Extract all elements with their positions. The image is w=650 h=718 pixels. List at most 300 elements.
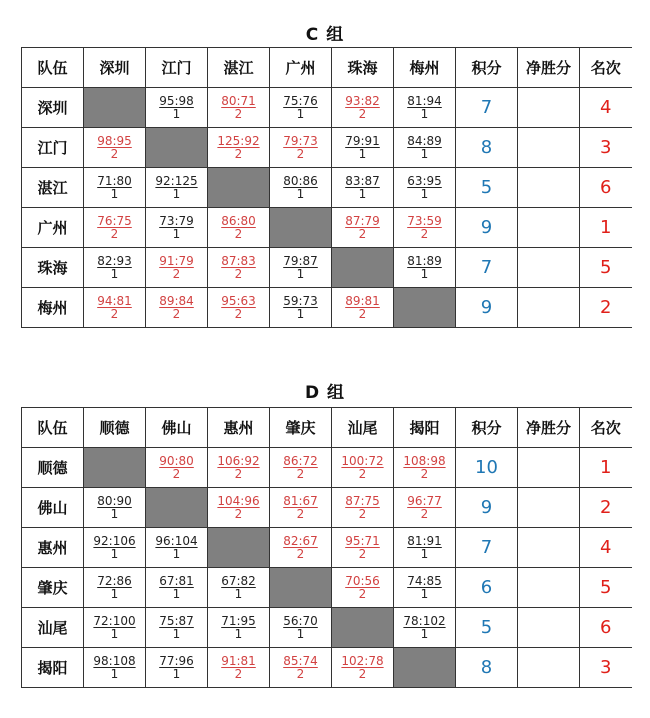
match-result xyxy=(84,135,145,161)
match-result xyxy=(394,215,455,241)
match-result-cell xyxy=(208,608,270,648)
match-points: 2 xyxy=(358,586,367,601)
match-score: 85:74 xyxy=(283,653,318,668)
self-match-cell xyxy=(208,168,270,208)
total-points: 9 xyxy=(456,288,518,328)
net-score xyxy=(518,128,580,168)
match-score: 81:91 xyxy=(407,533,442,548)
total-points: 9 xyxy=(456,208,518,248)
net-score xyxy=(518,168,580,208)
match-result xyxy=(146,615,207,641)
rank: 2 xyxy=(580,488,632,528)
column-header: 积分 xyxy=(456,408,518,448)
match-score: 81:89 xyxy=(407,253,442,268)
match-result-cell xyxy=(270,608,332,648)
match-points: 1 xyxy=(172,666,181,681)
match-score: 82:67 xyxy=(283,533,318,548)
table-row xyxy=(22,648,632,688)
match-points: 1 xyxy=(110,586,119,601)
match-points: 2 xyxy=(358,666,367,681)
match-score: 95:63 xyxy=(221,293,256,308)
match-result xyxy=(270,255,331,281)
match-result-cell xyxy=(208,648,270,688)
match-score: 77:96 xyxy=(159,653,194,668)
match-result xyxy=(270,655,331,681)
total-points: 10 xyxy=(456,448,518,488)
match-score: 73:59 xyxy=(407,213,442,228)
rank: 6 xyxy=(580,608,632,648)
match-result xyxy=(146,655,207,681)
match-score: 79:87 xyxy=(283,253,318,268)
team-name: 汕尾 xyxy=(22,608,84,648)
match-score: 98:95 xyxy=(97,133,132,148)
column-header: 汕尾 xyxy=(332,408,394,448)
match-result-cell xyxy=(332,528,394,568)
match-points: 1 xyxy=(110,666,119,681)
match-points: 1 xyxy=(110,626,119,641)
match-result-cell xyxy=(394,568,456,608)
net-score xyxy=(518,488,580,528)
match-score: 63:95 xyxy=(407,173,442,188)
total-points: 9 xyxy=(456,488,518,528)
self-match-cell xyxy=(146,128,208,168)
match-score: 93:82 xyxy=(345,93,380,108)
match-result-cell xyxy=(332,288,394,328)
match-result-cell xyxy=(84,608,146,648)
match-score: 89:84 xyxy=(159,293,194,308)
match-result xyxy=(146,255,207,281)
match-result xyxy=(146,535,207,561)
match-score: 84:89 xyxy=(407,133,442,148)
match-result xyxy=(332,295,393,321)
match-score: 79:91 xyxy=(345,133,380,148)
match-result-cell xyxy=(146,648,208,688)
match-result xyxy=(208,575,269,601)
match-points: 2 xyxy=(172,466,181,481)
match-result xyxy=(146,455,207,481)
match-score: 108:98 xyxy=(403,453,446,468)
match-result-cell xyxy=(208,488,270,528)
match-result-cell xyxy=(270,648,332,688)
table-row xyxy=(22,608,632,648)
match-score: 95:71 xyxy=(345,533,380,548)
match-points: 2 xyxy=(234,106,243,121)
match-result xyxy=(146,215,207,241)
match-result-cell xyxy=(146,448,208,488)
match-result xyxy=(84,215,145,241)
team-name: 揭阳 xyxy=(22,648,84,688)
total-points: 7 xyxy=(456,528,518,568)
match-points: 1 xyxy=(420,146,429,161)
match-result xyxy=(394,535,455,561)
match-score: 80:90 xyxy=(97,493,132,508)
rank: 5 xyxy=(580,248,632,288)
net-score xyxy=(518,208,580,248)
match-result-cell xyxy=(394,528,456,568)
match-points: 1 xyxy=(420,186,429,201)
match-result xyxy=(394,455,455,481)
table-row xyxy=(22,168,632,208)
match-points: 2 xyxy=(420,226,429,241)
match-points: 1 xyxy=(358,186,367,201)
match-result xyxy=(84,655,145,681)
match-result-cell xyxy=(332,488,394,528)
match-result-cell xyxy=(208,128,270,168)
team-name: 深圳 xyxy=(22,88,84,128)
column-header: 揭阳 xyxy=(394,408,456,448)
column-header: 江门 xyxy=(146,48,208,88)
match-result xyxy=(84,575,145,601)
match-score: 98:108 xyxy=(93,653,136,668)
table-row xyxy=(22,568,632,608)
match-points: 2 xyxy=(358,306,367,321)
match-score: 82:93 xyxy=(97,253,132,268)
match-result-cell xyxy=(332,568,394,608)
match-result-cell xyxy=(84,568,146,608)
match-result xyxy=(208,255,269,281)
rank: 6 xyxy=(580,168,632,208)
match-result-cell xyxy=(394,608,456,648)
match-score: 56:70 xyxy=(283,613,318,628)
match-score: 90:80 xyxy=(159,453,194,468)
match-result-cell xyxy=(394,168,456,208)
match-points: 2 xyxy=(296,546,305,561)
match-score: 94:81 xyxy=(97,293,132,308)
match-score: 104:96 xyxy=(217,493,260,508)
match-result xyxy=(84,535,145,561)
rank: 5 xyxy=(580,568,632,608)
net-score xyxy=(518,568,580,608)
group-c-table xyxy=(21,47,632,328)
group-d-table xyxy=(21,407,632,688)
match-points: 1 xyxy=(172,186,181,201)
net-score xyxy=(518,248,580,288)
match-points: 2 xyxy=(296,506,305,521)
match-score: 59:73 xyxy=(283,293,318,308)
match-score: 75:76 xyxy=(283,93,318,108)
match-result-cell xyxy=(146,168,208,208)
rank: 4 xyxy=(580,528,632,568)
match-result xyxy=(146,295,207,321)
self-match-cell xyxy=(146,488,208,528)
match-result-cell xyxy=(332,208,394,248)
match-points: 2 xyxy=(296,666,305,681)
match-result xyxy=(332,175,393,201)
match-score: 91:81 xyxy=(221,653,256,668)
team-name: 佛山 xyxy=(22,488,84,528)
match-result xyxy=(146,175,207,201)
match-points: 1 xyxy=(296,306,305,321)
match-result-cell xyxy=(208,248,270,288)
match-points: 2 xyxy=(358,226,367,241)
match-score: 92:106 xyxy=(93,533,136,548)
match-score: 78:102 xyxy=(403,613,446,628)
match-result xyxy=(146,95,207,121)
match-points: 2 xyxy=(296,146,305,161)
match-result xyxy=(84,615,145,641)
match-score: 102:78 xyxy=(341,653,384,668)
self-match-cell xyxy=(332,248,394,288)
match-result-cell xyxy=(84,208,146,248)
rank: 4 xyxy=(580,88,632,128)
match-result-cell xyxy=(146,288,208,328)
match-result xyxy=(332,535,393,561)
match-points: 1 xyxy=(172,546,181,561)
match-score: 96:104 xyxy=(155,533,198,548)
match-result xyxy=(84,175,145,201)
match-result xyxy=(208,455,269,481)
match-points: 1 xyxy=(420,626,429,641)
column-header: 顺德 xyxy=(84,408,146,448)
match-points: 1 xyxy=(172,106,181,121)
column-header: 深圳 xyxy=(84,48,146,88)
match-score: 86:72 xyxy=(283,453,318,468)
match-score: 87:75 xyxy=(345,493,380,508)
total-points: 7 xyxy=(456,248,518,288)
match-score: 96:77 xyxy=(407,493,442,508)
match-result xyxy=(394,615,455,641)
match-result-cell xyxy=(146,568,208,608)
match-points: 2 xyxy=(358,466,367,481)
match-result xyxy=(146,575,207,601)
match-result-cell xyxy=(208,88,270,128)
table-row xyxy=(22,88,632,128)
match-result xyxy=(270,95,331,121)
match-result-cell xyxy=(146,608,208,648)
match-result-cell xyxy=(208,448,270,488)
group-c-title: C 组 xyxy=(305,25,345,45)
match-score: 125:92 xyxy=(217,133,260,148)
match-score: 67:81 xyxy=(159,573,194,588)
match-score: 73:79 xyxy=(159,213,194,228)
match-points: 2 xyxy=(234,146,243,161)
match-result-cell xyxy=(270,448,332,488)
match-result-cell xyxy=(332,448,394,488)
match-result xyxy=(332,95,393,121)
match-points: 1 xyxy=(358,146,367,161)
match-points: 1 xyxy=(296,626,305,641)
match-points: 2 xyxy=(110,146,119,161)
self-match-cell xyxy=(270,208,332,248)
column-header: 名次 xyxy=(580,48,632,88)
match-result-cell xyxy=(84,648,146,688)
table-row xyxy=(22,288,632,328)
match-result-cell xyxy=(270,288,332,328)
match-result xyxy=(270,495,331,521)
match-result-cell xyxy=(84,528,146,568)
rank: 3 xyxy=(580,128,632,168)
match-result-cell xyxy=(332,128,394,168)
match-score: 87:79 xyxy=(345,213,380,228)
match-points: 1 xyxy=(420,266,429,281)
match-result xyxy=(394,95,455,121)
match-points: 2 xyxy=(358,106,367,121)
match-result xyxy=(208,655,269,681)
total-points: 5 xyxy=(456,168,518,208)
match-score: 72:100 xyxy=(93,613,136,628)
match-points: 2 xyxy=(420,466,429,481)
match-result-cell xyxy=(270,168,332,208)
match-points: 1 xyxy=(296,106,305,121)
match-result-cell xyxy=(84,488,146,528)
match-result-cell xyxy=(270,488,332,528)
match-score: 72:86 xyxy=(97,573,132,588)
match-score: 80:86 xyxy=(283,173,318,188)
column-header: 净胜分 xyxy=(518,408,580,448)
match-points: 2 xyxy=(234,506,243,521)
column-header: 肇庆 xyxy=(270,408,332,448)
match-result-cell xyxy=(270,88,332,128)
total-points: 8 xyxy=(456,128,518,168)
total-points: 5 xyxy=(456,608,518,648)
match-score: 100:72 xyxy=(341,453,384,468)
match-score: 92:125 xyxy=(155,173,198,188)
table-row xyxy=(22,528,632,568)
match-result xyxy=(270,295,331,321)
match-result xyxy=(270,455,331,481)
match-result xyxy=(208,95,269,121)
match-result xyxy=(208,495,269,521)
match-points: 1 xyxy=(110,266,119,281)
match-points: 2 xyxy=(358,546,367,561)
match-result xyxy=(394,135,455,161)
match-result xyxy=(208,295,269,321)
column-header: 惠州 xyxy=(208,408,270,448)
rank: 3 xyxy=(580,648,632,688)
match-result xyxy=(270,175,331,201)
match-result xyxy=(394,575,455,601)
match-points: 1 xyxy=(420,106,429,121)
match-score: 76:75 xyxy=(97,213,132,228)
net-score xyxy=(518,608,580,648)
net-score xyxy=(518,648,580,688)
match-result xyxy=(394,175,455,201)
self-match-cell xyxy=(394,288,456,328)
net-score xyxy=(518,528,580,568)
self-match-cell xyxy=(332,608,394,648)
team-name: 肇庆 xyxy=(22,568,84,608)
column-header: 湛江 xyxy=(208,48,270,88)
match-result xyxy=(332,495,393,521)
team-name: 顺德 xyxy=(22,448,84,488)
match-points: 2 xyxy=(234,266,243,281)
match-result-cell xyxy=(208,568,270,608)
match-points: 1 xyxy=(296,266,305,281)
match-points: 1 xyxy=(110,506,119,521)
match-result-cell xyxy=(84,248,146,288)
match-result xyxy=(332,135,393,161)
match-result-cell xyxy=(146,208,208,248)
match-result-cell xyxy=(394,488,456,528)
rank: 2 xyxy=(580,288,632,328)
net-score xyxy=(518,88,580,128)
match-result-cell xyxy=(394,88,456,128)
match-score: 71:80 xyxy=(97,173,132,188)
total-points: 8 xyxy=(456,648,518,688)
match-points: 1 xyxy=(420,546,429,561)
column-header: 积分 xyxy=(456,48,518,88)
match-score: 87:83 xyxy=(221,253,256,268)
match-result-cell xyxy=(208,288,270,328)
net-score xyxy=(518,288,580,328)
table-row xyxy=(22,448,632,488)
table-row xyxy=(22,208,632,248)
rank: 1 xyxy=(580,208,632,248)
team-name: 梅州 xyxy=(22,288,84,328)
match-points: 2 xyxy=(234,306,243,321)
match-result xyxy=(208,215,269,241)
match-score: 71:95 xyxy=(221,613,256,628)
match-points: 2 xyxy=(234,666,243,681)
net-score xyxy=(518,448,580,488)
self-match-cell xyxy=(84,88,146,128)
match-result xyxy=(332,575,393,601)
team-name: 惠州 xyxy=(22,528,84,568)
match-result-cell xyxy=(84,168,146,208)
match-result xyxy=(270,615,331,641)
column-header: 队伍 xyxy=(22,48,84,88)
table-row xyxy=(22,248,632,288)
total-points: 6 xyxy=(456,568,518,608)
match-score: 95:98 xyxy=(159,93,194,108)
column-header: 队伍 xyxy=(22,408,84,448)
match-score: 81:67 xyxy=(283,493,318,508)
match-result xyxy=(332,215,393,241)
match-score: 81:94 xyxy=(407,93,442,108)
team-name: 广州 xyxy=(22,208,84,248)
match-score: 75:87 xyxy=(159,613,194,628)
match-points: 1 xyxy=(296,186,305,201)
group-d-title: D 组 xyxy=(304,383,346,403)
match-score: 80:71 xyxy=(221,93,256,108)
match-result-cell xyxy=(394,128,456,168)
match-result xyxy=(208,615,269,641)
column-header: 广州 xyxy=(270,48,332,88)
match-result-cell xyxy=(270,528,332,568)
match-points: 1 xyxy=(110,186,119,201)
column-header: 梅州 xyxy=(394,48,456,88)
self-match-cell xyxy=(84,448,146,488)
match-score: 89:81 xyxy=(345,293,380,308)
table-row xyxy=(22,488,632,528)
match-score: 86:80 xyxy=(221,213,256,228)
match-points: 2 xyxy=(296,466,305,481)
self-match-cell xyxy=(394,648,456,688)
header-row xyxy=(22,408,632,448)
match-score: 74:85 xyxy=(407,573,442,588)
match-points: 2 xyxy=(420,506,429,521)
match-points: 1 xyxy=(172,626,181,641)
team-name: 湛江 xyxy=(22,168,84,208)
match-result-cell xyxy=(84,128,146,168)
match-result xyxy=(332,455,393,481)
match-result xyxy=(394,495,455,521)
match-points: 1 xyxy=(172,586,181,601)
match-result-cell xyxy=(208,208,270,248)
match-result-cell xyxy=(394,208,456,248)
self-match-cell xyxy=(208,528,270,568)
match-points: 1 xyxy=(172,226,181,241)
match-score: 91:79 xyxy=(159,253,194,268)
match-score: 106:92 xyxy=(217,453,260,468)
total-points: 7 xyxy=(456,88,518,128)
match-result-cell xyxy=(394,448,456,488)
rank: 1 xyxy=(580,448,632,488)
table-row xyxy=(22,128,632,168)
match-result xyxy=(332,655,393,681)
match-result-cell xyxy=(394,248,456,288)
match-points: 2 xyxy=(172,266,181,281)
